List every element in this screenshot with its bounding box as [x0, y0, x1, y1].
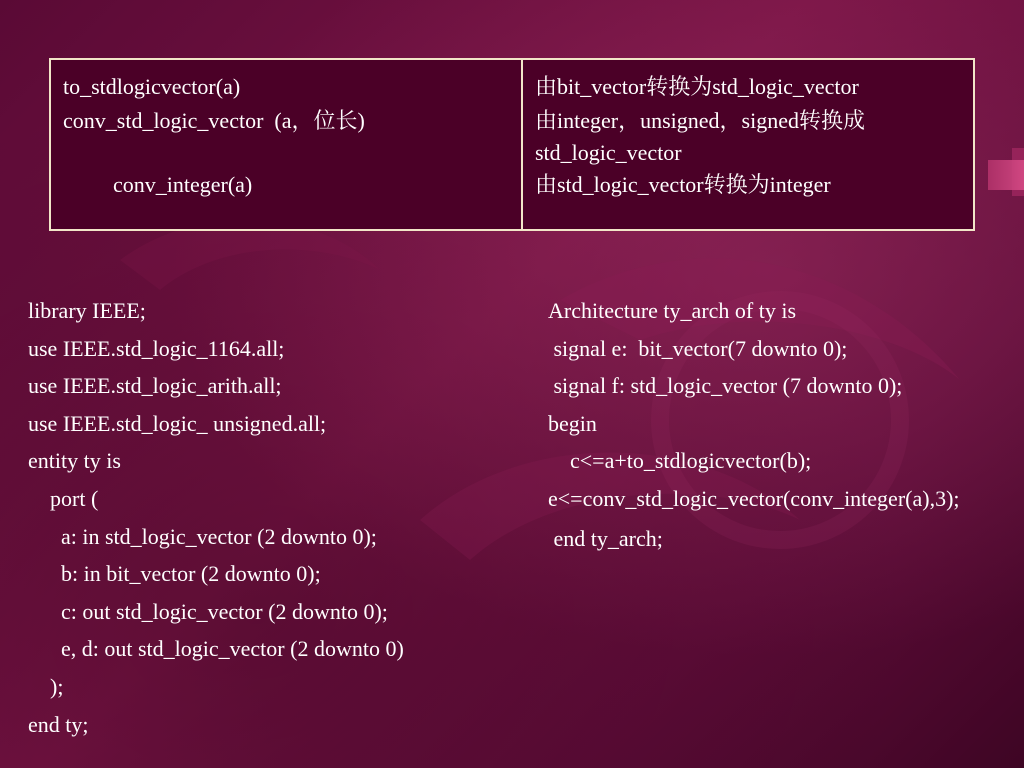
code-line: c: out std_logic_vector (2 downto 0);: [28, 598, 388, 624]
code-line: end ty_arch;: [548, 525, 663, 551]
function-description-line: 由integer，unsigned，signed转换成: [535, 108, 865, 133]
conversion-function-table: [49, 58, 975, 231]
table-row: [50, 59, 974, 230]
code-line: e<=conv_std_logic_vector(conv_integer(a),3);: [548, 485, 960, 511]
code-line: signal e: bit_vector(7 downto 0);: [548, 335, 848, 361]
function-name-line: to_stdlogicvector(a): [63, 74, 241, 99]
code-line: b: in bit_vector (2 downto 0);: [28, 561, 321, 587]
code-line: use IEEE.std_logic_1164.all;: [28, 335, 285, 361]
code-line: Architecture ty_arch of ty is: [548, 298, 797, 323]
code-line: use IEEE.std_logic_ unsigned.all;: [28, 410, 327, 436]
code-line: use IEEE.std_logic_arith.all;: [28, 373, 282, 399]
code-line: library IEEE;: [28, 298, 146, 323]
code-line: port (: [28, 485, 99, 511]
blank-line: [63, 138, 511, 168]
function-name-line: conv_integer(a): [113, 172, 253, 197]
architecture-code-block: [548, 292, 1018, 558]
code-line: e, d: out std_logic_vector (2 downto 0): [28, 636, 404, 662]
code-line: c<=a+to_stdlogicvector(b);: [548, 448, 812, 474]
function-description-line: 由std_logic_vector转换为integer: [535, 172, 831, 197]
code-line: end ty;: [28, 711, 89, 737]
entity-code-block: [28, 292, 528, 743]
code-line: signal f: std_logic_vector (7 downto 0);: [548, 373, 903, 399]
function-name-cell: [50, 59, 522, 230]
decorative-side-bar: [988, 160, 1024, 190]
code-line: entity ty is: [28, 448, 121, 474]
function-description-cell: [522, 59, 974, 230]
code-line: a: in std_logic_vector (2 downto 0);: [28, 523, 377, 549]
code-line: );: [28, 673, 64, 699]
function-name-line: conv_std_logic_vector (a，位长): [63, 108, 365, 133]
function-description-line: std_logic_vector: [535, 140, 682, 165]
function-description-line: 由bit_vector转换为std_logic_vector: [535, 74, 859, 99]
code-line: begin: [548, 410, 597, 436]
